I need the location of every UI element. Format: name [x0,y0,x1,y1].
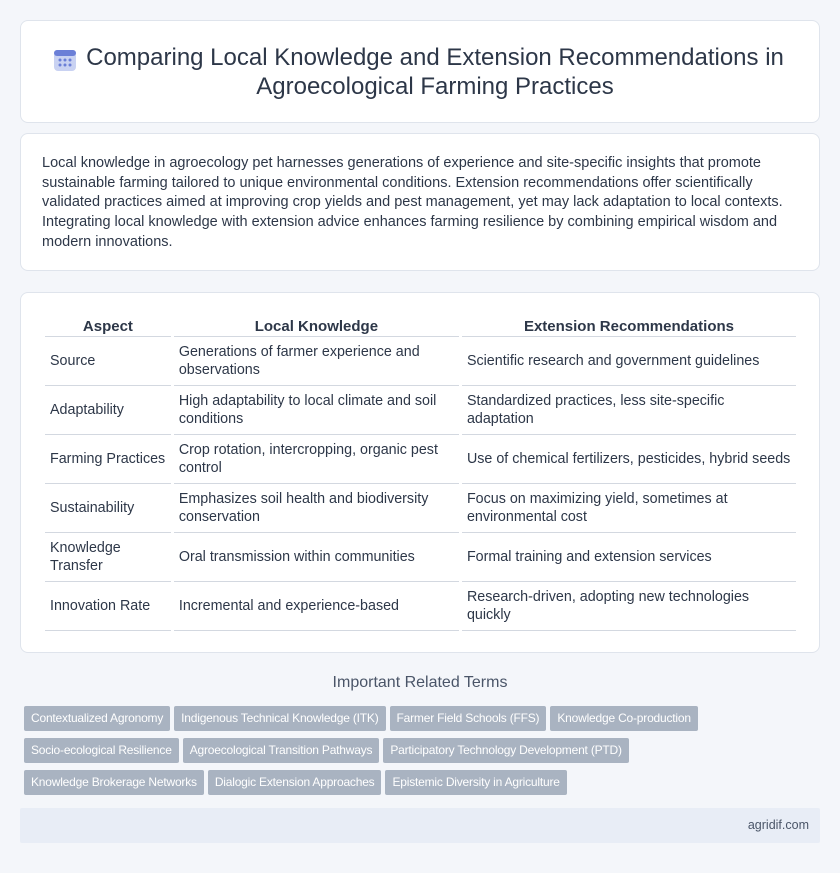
column-header-local-knowledge: Local Knowledge [174,315,459,337]
tag-row [24,706,824,738]
table-cell: Sustainability [45,484,171,533]
table-row [45,386,796,435]
table-cell: Use of chemical fertilizers, pesticides, hybrid seeds [462,435,796,484]
column-header-aspect: Aspect [45,315,171,337]
table-cell: Formal training and extension services [462,533,796,582]
table-cell: Incremental and experience-based [174,582,459,631]
intro-paragraph: Local knowledge in agroecology pet harnesses generations of experience and site-specific insights that promote sustainable farming tailored to unique environmental conditions. Extension recommendations offer scientifically validated practices aimed at improving crop yields and pest management, yet may lack adaptation to local contexts. Integrating local knowledge with extension advice enhances farming resilience by combining empirical wisdom and modern innovations. [42,155,783,250]
table-row [45,435,796,484]
related-term-tag[interactable]: Indigenous Technical Knowledge (ITK) [174,706,385,731]
table-cell: Source [45,337,171,386]
tag-row [24,738,824,770]
related-term-tag[interactable]: Farmer Field Schools (FFS) [390,706,547,731]
table-cell: Farming Practices [45,435,171,484]
related-term-tag[interactable]: Epistemic Diversity in Agriculture [385,770,566,795]
related-term-tag[interactable]: Agroecological Transition Pathways [183,738,380,763]
footer-site-link[interactable]: agridif.com [747,818,809,832]
table-cell: Research-driven, adopting new technologies quickly [462,582,796,631]
table-row [45,484,796,533]
table-cell: Crop rotation, intercropping, organic pest control [174,435,459,484]
comparison-table-card [20,292,820,653]
footer [20,808,820,843]
table-row [45,533,796,582]
table-cell: Oral transmission within communities [174,533,459,582]
related-term-tag[interactable]: Socio-ecological Resilience [24,738,179,763]
header-card [20,20,820,123]
related-term-tag[interactable]: Participatory Technology Development (PTD) [383,738,628,763]
related-terms-tags [24,706,824,802]
related-term-tag[interactable]: Dialogic Extension Approaches [208,770,382,795]
table-cell: Emphasizes soil health and biodiversity conservation [174,484,459,533]
related-term-tag[interactable]: Knowledge Co-production [550,706,698,731]
related-term-tag[interactable]: Knowledge Brokerage Networks [24,770,204,795]
table-cell: Standardized practices, less site-specific adaptation [462,386,796,435]
related-terms-heading: Important Related Terms [332,674,508,691]
table-cell: Generations of farmer experience and observations [174,337,459,386]
page-title: Comparing Local Knowledge and Extension Recommendations in Agroecological Farming Practices [86,44,784,100]
table-cell: Knowledge Transfer [45,533,171,582]
related-term-tag[interactable]: Contextualized Agronomy [24,706,170,731]
column-header-extension: Extension Recommendations [462,315,796,337]
table-row [45,582,796,631]
table-cell: Adaptability [45,386,171,435]
comparison-table [42,315,799,631]
table-cell: Innovation Rate [45,582,171,631]
table-cell: Focus on maximizing yield, sometimes at environmental cost [462,484,796,533]
table-row [45,337,796,386]
intro-card [20,133,820,271]
table-cell: High adaptability to local climate and soil conditions [174,386,459,435]
table-cell: Scientific research and government guidelines [462,337,796,386]
tag-row [24,770,824,802]
table-header-row [45,315,796,337]
